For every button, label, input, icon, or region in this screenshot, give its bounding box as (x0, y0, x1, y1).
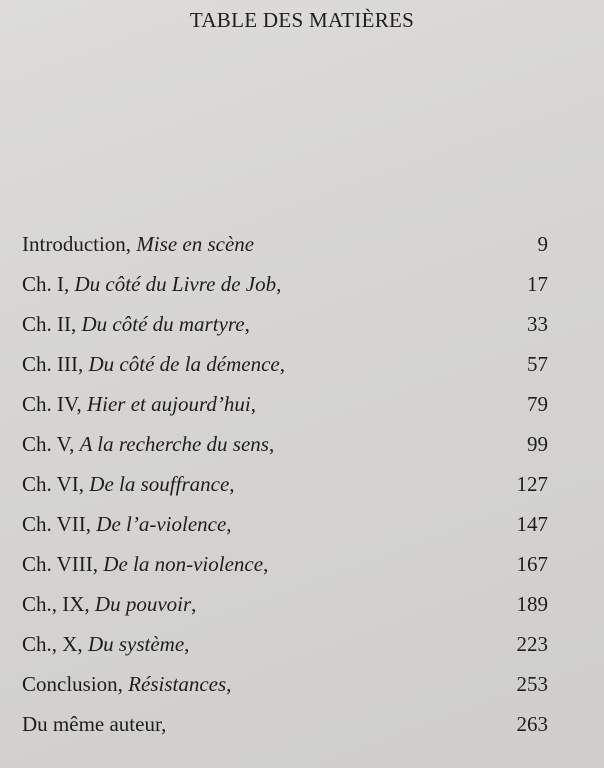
entry-prefix: Ch. II, (22, 312, 82, 336)
page-number: 189 (516, 592, 548, 616)
table-of-contents (22, 232, 548, 752)
toc-entry-label (22, 472, 235, 497)
entry-prefix: Ch. V, (22, 432, 80, 456)
toc-entry (22, 512, 548, 552)
entry-title: Du pouvoir (94, 592, 192, 616)
entry-title: Du côté du Livre de Job (74, 272, 277, 296)
toc-entry-label (22, 592, 196, 617)
entry-title: Résistances (128, 672, 227, 696)
entry-suffix: , (184, 632, 190, 656)
toc-entry-label (22, 432, 274, 457)
entry-suffix: , (268, 432, 275, 456)
entry-title: De la souffrance (89, 472, 230, 496)
toc-entry (22, 352, 548, 392)
entry-suffix: , (276, 272, 282, 296)
entry-prefix: Ch. VIII, (22, 552, 104, 576)
page-number: 127 (516, 472, 548, 496)
entry-title: Du système (87, 632, 185, 656)
entry-suffix: , (191, 592, 197, 616)
entry-suffix: , (279, 352, 285, 376)
entry-suffix: , (263, 552, 269, 576)
toc-entry-label (22, 552, 268, 577)
entry-suffix: , (226, 672, 232, 696)
entry-title: Mise en scène (136, 232, 255, 256)
page-number: 99 (527, 432, 548, 456)
toc-entry (22, 672, 548, 712)
toc-entry (22, 432, 548, 472)
entry-title: Du côté de la démence (88, 352, 280, 376)
entry-prefix: Ch., X, (22, 632, 88, 656)
page-number: 79 (527, 392, 548, 416)
toc-entry-label (22, 712, 166, 737)
page-title: TABLE DES MATIÈRES (189, 8, 415, 32)
entry-prefix: Conclusion, (22, 672, 129, 696)
toc-entry (22, 712, 548, 752)
toc-entry (22, 272, 548, 312)
entry-prefix: Ch. IV, (22, 392, 87, 416)
entry-prefix: Du même auteur (22, 712, 162, 736)
page-number: 263 (516, 712, 548, 736)
entry-prefix: Ch. VII, (22, 512, 97, 536)
entry-suffix: , (244, 312, 250, 336)
entry-title: De la non-violence (103, 552, 264, 576)
toc-entry-label (22, 312, 250, 337)
entry-title: Hier et aujourd’hui (86, 392, 251, 416)
toc-entry-label (22, 232, 254, 257)
toc-entry (22, 232, 548, 272)
toc-entry-label (22, 632, 189, 657)
entry-title: De l’a-violence (96, 512, 227, 536)
toc-entry-label (22, 512, 232, 537)
page-number: 33 (527, 312, 548, 336)
page-number: 223 (516, 632, 548, 656)
entry-prefix: Introduction, (22, 232, 137, 256)
entry-suffix: , (226, 512, 232, 536)
page-number: 253 (516, 672, 548, 696)
page-number: 147 (516, 512, 548, 536)
toc-entry-label (22, 392, 256, 417)
entry-prefix: Ch. III, (22, 352, 89, 376)
toc-entry-label (22, 672, 231, 697)
toc-entry (22, 632, 548, 672)
page-number: 57 (527, 352, 548, 376)
toc-entry (22, 392, 548, 432)
entry-suffix: , (161, 712, 167, 736)
page-number: 167 (516, 552, 548, 576)
entry-prefix: Ch. VI, (22, 472, 90, 496)
page-number: 17 (527, 272, 548, 296)
entry-title: A la recherche du sens (79, 432, 269, 456)
toc-entry (22, 552, 548, 592)
page-number: 9 (537, 232, 548, 256)
toc-entry (22, 312, 548, 352)
entry-prefix: Ch. I, (22, 272, 75, 296)
toc-entry (22, 472, 548, 512)
toc-entry (22, 592, 548, 632)
entry-suffix: , (229, 472, 235, 496)
entry-prefix: Ch., IX, (22, 592, 95, 616)
toc-entry-label (22, 272, 281, 297)
entry-title: Du côté du martyre (81, 312, 245, 336)
entry-suffix: , (250, 392, 256, 416)
toc-entry-label (22, 352, 285, 377)
